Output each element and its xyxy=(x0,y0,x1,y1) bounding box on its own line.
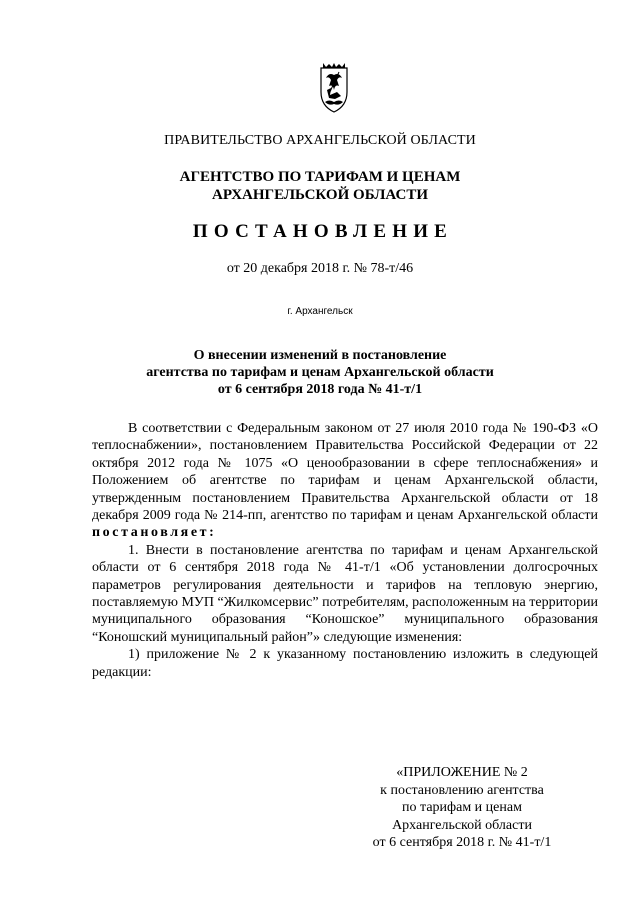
document-date-number: от 20 декабря 2018 г. № 78-т/46 xyxy=(226,261,414,276)
agency-title-line2: АРХАНГЕЛЬСКОЙ ОБЛАСТИ xyxy=(212,187,428,203)
appendix-line2: к постановлению агентства xyxy=(380,782,544,798)
arkhangelsk-coat-of-arms-icon xyxy=(317,62,351,114)
agency-title-line1: АГЕНТСТВО ПО ТАРИФАМ И ЦЕНАМ xyxy=(179,169,461,185)
document-body xyxy=(92,420,598,681)
appendix-heading xyxy=(346,764,578,852)
document-type: ПОСТАНОВЛЕНИЕ xyxy=(192,221,454,242)
appendix-line5: от 6 сентября 2018 г. № 41-т/1 xyxy=(372,835,552,851)
resolution-keyword: постановляет: xyxy=(92,525,217,541)
subject-line1: О внесении изменений в постановление xyxy=(193,348,447,363)
body-paragraph-item-1: 1. Внести в постановление агентства по тарифам и ценам Архангельской области от 6 сентября 2018 года № 41-т/1 «Об установлении долгосрочных параметров регулирования деятельности и тарифов на тепловую энергию, поставляемую МУП “Жилкомсервис” потребителям, расположенным на территории муниципального образования “Коношское” муниципального образования “Коношский муниципальный район”» следующие изменения: xyxy=(92,542,598,645)
document-city: г. Архангельск xyxy=(287,306,353,317)
body-paragraph-subitem-1: 1) приложение № 2 к указанному постановлению изложить в следующей редакции: xyxy=(92,647,598,680)
preamble-text: В соответствии с Федеральным законом от 27 июля 2010 года № 190-ФЗ «О теплоснабжении», постановлением Правительства Российской Федерации от 22 октября 2012 года № 1075 «О ценообразовании в сфере теплоснабжения» и Положением об агентстве по тарифам и ценам Архангельской области, утвержденным постановлением Правительства Архангельской области от 18 декабря 2009 года № 214-пп, агентство по тарифам и ценам Архангельской области xyxy=(92,421,598,524)
subject-line2: агентства по тарифам и ценам Архангельской области xyxy=(146,365,494,380)
appendix-line3: по тарифам и ценам xyxy=(402,800,522,816)
appendix-line1: «ПРИЛОЖЕНИЕ № 2 xyxy=(396,765,528,780)
body-paragraph-preamble xyxy=(92,420,598,542)
agency-title xyxy=(0,168,640,204)
appendix-line4: Архангельской области xyxy=(392,817,532,833)
document-subject xyxy=(0,347,640,398)
subject-line3: от 6 сентября 2018 года № 41-т/1 xyxy=(217,382,423,397)
government-title: ПРАВИТЕЛЬСТВО АРХАНГЕЛЬСКОЙ ОБЛАСТИ xyxy=(164,133,476,148)
